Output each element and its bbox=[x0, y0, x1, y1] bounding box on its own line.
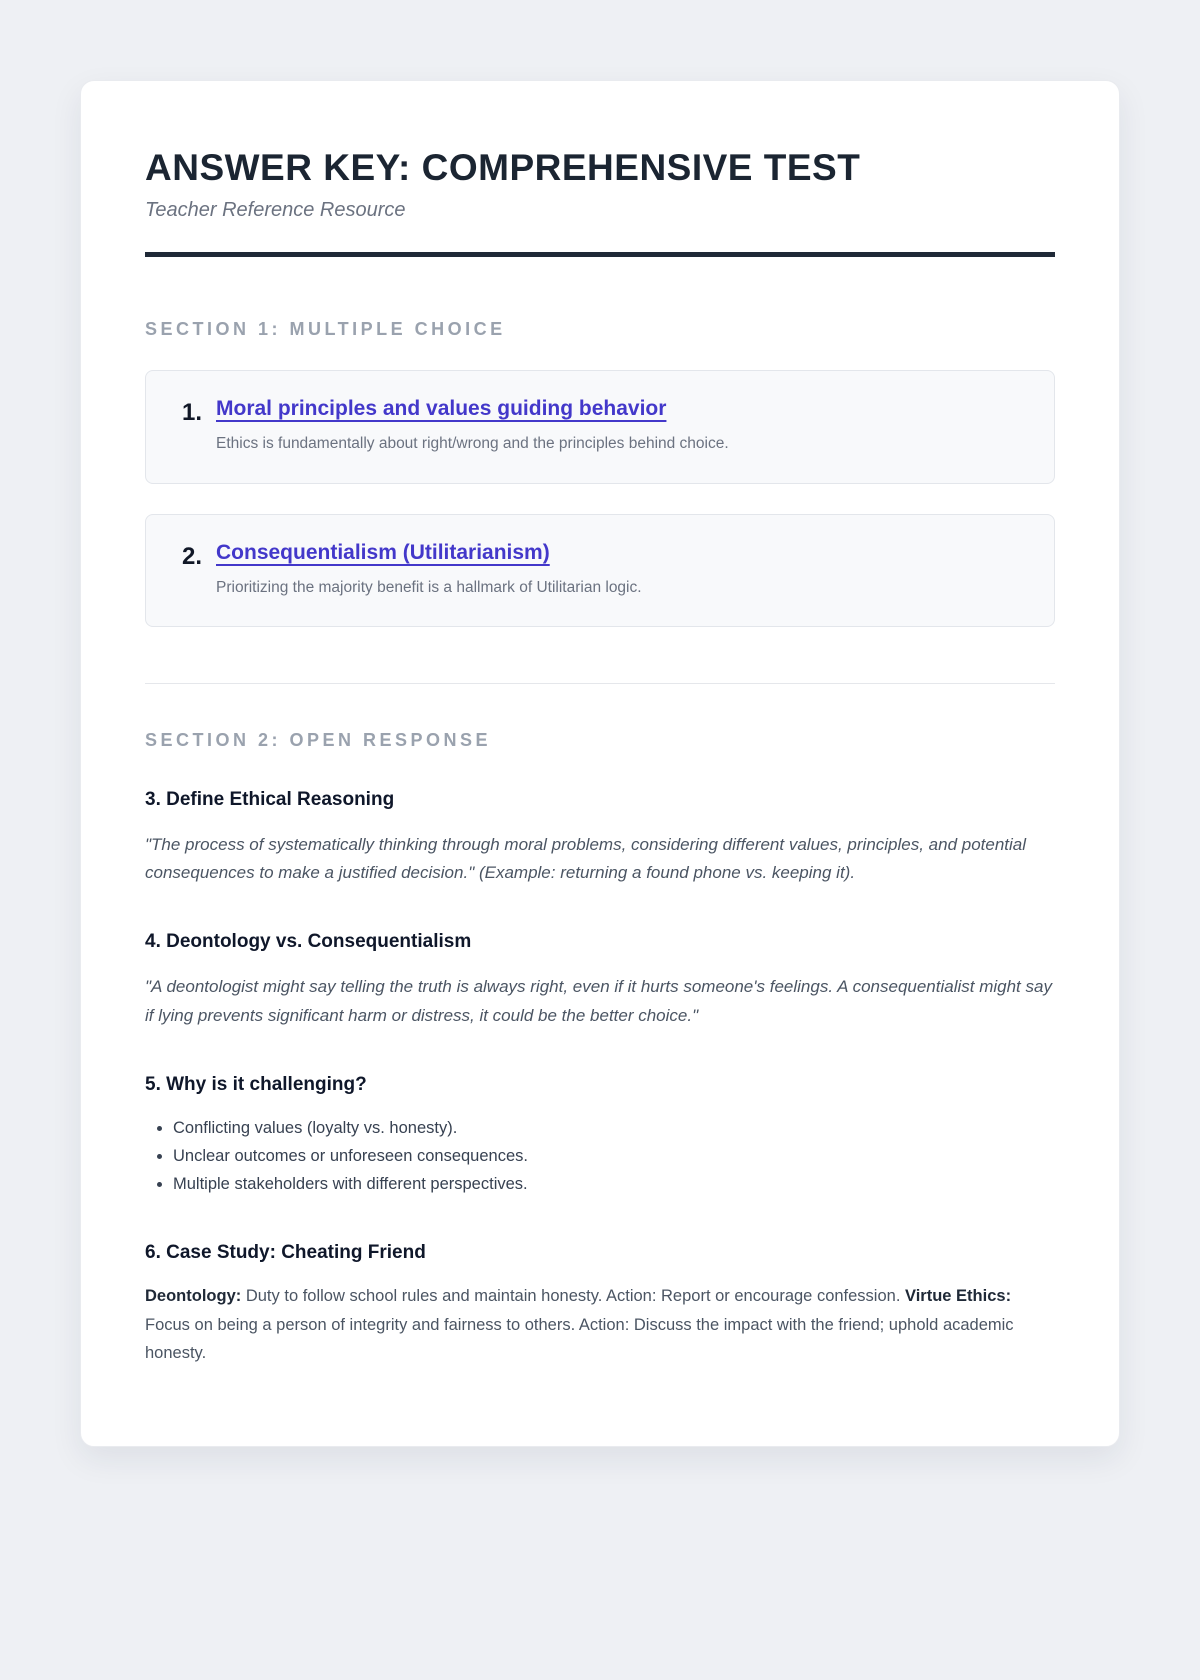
answer-explanation: Ethics is fundamentally about right/wrong and the principles behind choice. bbox=[216, 435, 729, 452]
question-4-heading: 4. Deontology vs. Consequentialism bbox=[145, 931, 472, 953]
virtue-ethics-label: Virtue Ethics: bbox=[905, 1286, 1012, 1305]
question-4-answer: "A deontologist might say telling the truth is always right, even if it hurts someone's feelings. A consequentialist might say if lying prevents significant harm or distress, it could be the better choice." bbox=[145, 977, 1052, 1025]
answer-key-document bbox=[80, 80, 1120, 1447]
case-study-answer bbox=[145, 1282, 1055, 1369]
section-2-heading: SECTION 2: OPEN RESPONSE bbox=[145, 730, 492, 751]
question-6-heading: 6. Case Study: Cheating Friend bbox=[145, 1241, 426, 1263]
answer-explanation: Prioritizing the majority benefit is a hallmark of Utilitarian logic. bbox=[216, 578, 642, 596]
section-divider bbox=[145, 683, 1055, 684]
question-3 bbox=[145, 789, 1055, 887]
bullet-item: • Conflicting values (loyalty vs. honesty). bbox=[173, 1114, 1055, 1142]
challenge-bullet-list bbox=[145, 1114, 1055, 1198]
section-multiple-choice bbox=[145, 319, 1055, 627]
title-divider bbox=[145, 252, 1055, 257]
answer-link-1[interactable]: Moral principles and values guiding behavior bbox=[216, 397, 667, 420]
section-open-response bbox=[145, 730, 1055, 1368]
question-5 bbox=[145, 1074, 1055, 1198]
bullet-item: • Unclear outcomes or unforeseen consequences. bbox=[173, 1142, 1055, 1170]
virtue-ethics-text: Focus on being a person of integrity and fairness to others. Action: Discuss the impact with the friend; uphold academic honesty. bbox=[145, 1315, 1014, 1363]
question-3-answer: "The process of systematically thinking through moral problems, considering different values, principles, and potential consequences to make a justified decision." (Example: returning a found phone vs. keeping it). bbox=[145, 835, 1027, 883]
question-5-heading: 5. Why is it challenging? bbox=[145, 1073, 367, 1095]
answer-number: 2. bbox=[181, 542, 202, 570]
answer-number: 1. bbox=[181, 399, 202, 426]
deontology-label: Deontology: bbox=[145, 1286, 242, 1305]
page-subtitle: Teacher Reference Resource bbox=[145, 199, 406, 221]
answer-body bbox=[216, 541, 1024, 599]
deontology-text: Duty to follow school rules and maintain honesty. Action: Report or encourage confession. bbox=[245, 1286, 901, 1305]
answer-link-2[interactable]: Consequentialism (Utilitarianism) bbox=[216, 540, 550, 564]
section-1-heading: SECTION 1: MULTIPLE CHOICE bbox=[145, 319, 506, 339]
page-title: ANSWER KEY: COMPREHENSIVE TEST bbox=[145, 147, 861, 188]
question-3-heading: 3. Define Ethical Reasoning bbox=[145, 789, 395, 811]
answer-card-2 bbox=[145, 514, 1055, 628]
bullet-item: • Multiple stakeholders with different perspectives. bbox=[173, 1170, 1055, 1198]
question-4 bbox=[145, 931, 1055, 1029]
answer-body bbox=[216, 397, 1024, 455]
answer-card-1 bbox=[145, 370, 1055, 484]
question-6 bbox=[145, 1242, 1055, 1369]
